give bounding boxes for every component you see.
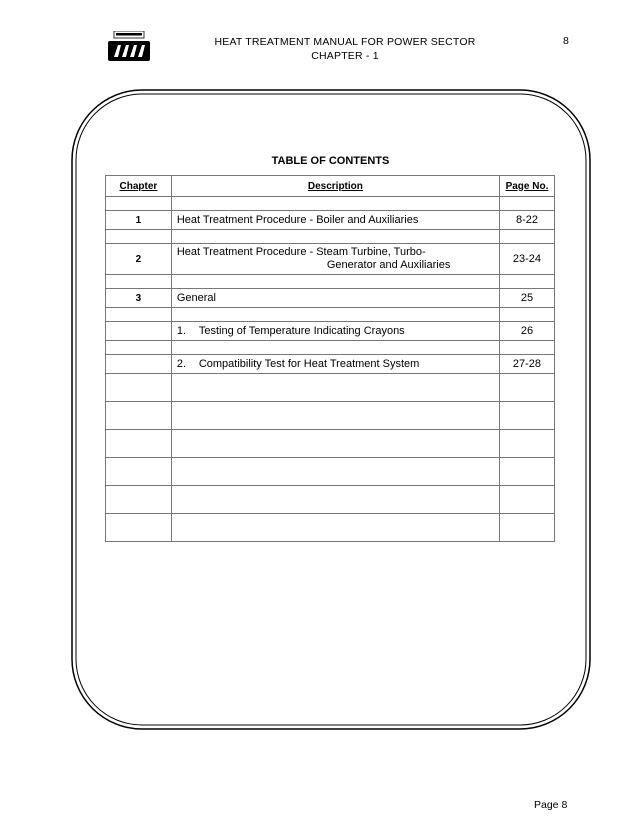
page-cell: 26	[499, 322, 554, 341]
header-title-line1: HEAT TREATMENT MANUAL FOR POWER SECTOR	[214, 36, 476, 48]
table-row	[106, 289, 555, 308]
description-line1: Heat Treatment Procedure - Steam Turbine, Turbo-	[176, 246, 426, 258]
item-number: 2.	[176, 358, 187, 370]
page-cell: 23-24	[499, 244, 554, 275]
toc-table	[105, 175, 555, 542]
spacer-row	[106, 275, 555, 289]
chapter-cell: 1	[106, 211, 172, 230]
footer-page-label: Page 8	[534, 799, 568, 811]
page-cell: 8-22	[499, 211, 554, 230]
empty-row	[106, 514, 555, 542]
header-title	[180, 35, 510, 63]
description-cell	[171, 244, 499, 275]
empty-row	[106, 402, 555, 430]
item-number: 1.	[176, 325, 187, 337]
description-cell: General	[171, 289, 499, 308]
table-row	[106, 211, 555, 230]
item-text: Testing of Temperature Indicating Crayons	[198, 325, 405, 337]
spacer-row	[106, 230, 555, 244]
bhel-logo-icon	[108, 31, 150, 61]
page-cell: 27-28	[499, 355, 554, 374]
chapter-cell	[106, 355, 172, 374]
header-page-number: 8	[563, 35, 569, 47]
empty-row	[106, 486, 555, 514]
spacer-row	[106, 341, 555, 355]
chapter-cell: 3	[106, 289, 172, 308]
description-line2: Generator and Auxiliaries	[326, 259, 451, 271]
chapter-cell	[106, 322, 172, 341]
description-cell	[171, 355, 499, 374]
bhel-logo	[108, 31, 150, 61]
empty-row	[106, 458, 555, 486]
spacer-row	[106, 308, 555, 322]
table-row	[106, 322, 555, 341]
item-text: Compatibility Test for Heat Treatment System	[198, 358, 420, 370]
empty-row	[106, 374, 555, 402]
col-header-chapter: Chapter	[106, 176, 172, 197]
empty-row	[106, 430, 555, 458]
spacer-row	[106, 197, 555, 211]
header-title-line2: CHAPTER - 1	[311, 50, 379, 62]
col-header-page: Page No.	[499, 176, 554, 197]
description-cell: Heat Treatment Procedure - Boiler and Auxiliaries	[171, 211, 499, 230]
col-header-description: Description	[171, 176, 499, 197]
description-cell	[171, 322, 499, 341]
table-row	[106, 355, 555, 374]
page-cell: 25	[499, 289, 554, 308]
toc-header-row	[106, 176, 555, 197]
table-row	[106, 244, 555, 275]
chapter-cell: 2	[106, 244, 172, 275]
toc-title: TABLE OF CONTENTS	[271, 155, 390, 167]
